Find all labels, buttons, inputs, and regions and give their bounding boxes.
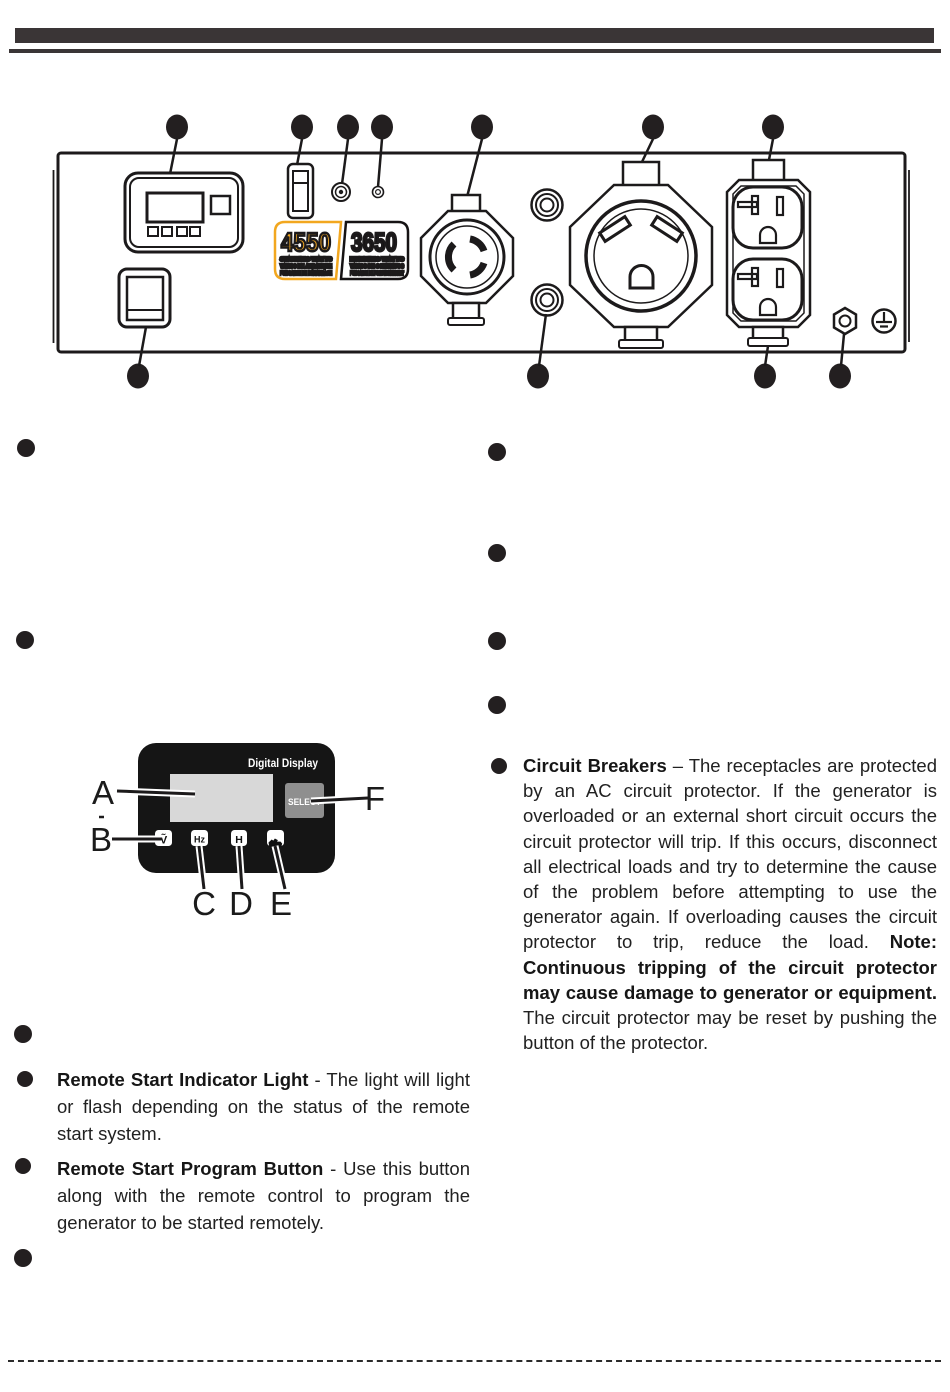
- running-watts-line: RUNNING WATTS: [350, 257, 405, 263]
- callout-bullet: [488, 544, 506, 562]
- bottom-dashed-rule: [8, 1360, 941, 1362]
- feature-remote-start-indicator: [57, 1066, 470, 1147]
- callout-bullet: [14, 1025, 32, 1043]
- callout-bullet: [127, 364, 149, 389]
- feature-note: Note: Continuous tripping of the circuit protector may cause damage to generator or equipment.: [523, 931, 937, 1003]
- callout-letter-a: A: [91, 774, 115, 811]
- feature-bullet: [491, 758, 507, 774]
- starting-watts-line: VATIOS DE ARRANQUE: [280, 264, 333, 270]
- feature-heading: Remote Start Indicator Light: [57, 1069, 309, 1090]
- callout-bullet: [14, 1249, 32, 1267]
- feature-heading: Remote Start Program Button: [57, 1158, 324, 1179]
- callout-bullet: [17, 439, 35, 457]
- ground-terminal-nut: [834, 308, 856, 334]
- control-panel-diagram: [0, 100, 950, 400]
- top-rule-thick: [15, 28, 934, 43]
- callout-bullets-bottom: [127, 364, 851, 389]
- callout-bullet: [488, 632, 506, 650]
- feature-body: – The receptacles are protected by an AC circuit protector. If the generator is overloaded or an external short circuit occurs the circuit protector will trip. If this occurs, disconnect all electrical loads and try to determine the cause of the problem before attempting to use the generator again. If overloading causes the circuit protector to trip, reduce the load.: [523, 755, 937, 953]
- callout-bullets-top: [166, 115, 784, 140]
- top-rule-thin: [9, 49, 941, 53]
- lcd-screen: [170, 774, 273, 822]
- callout-letter-f: F: [364, 780, 386, 817]
- callout-letter-b: B: [89, 821, 113, 858]
- callout-bullet: [371, 115, 393, 140]
- callout-bullet: [754, 364, 776, 389]
- digital-display-diagram: [80, 735, 420, 930]
- callout-letter-d: D: [229, 885, 253, 922]
- display-title: Digital Display: [248, 758, 319, 770]
- callout-bullet: [337, 115, 359, 140]
- callout-bullet: [762, 115, 784, 140]
- callout-letter-c: C: [192, 885, 216, 922]
- volt-indicator-icon: Ṽ: [159, 834, 168, 847]
- feature-remote-start-program: [57, 1155, 470, 1236]
- frequency-indicator-icon: Hz: [194, 834, 205, 845]
- callout-bullet: [471, 115, 493, 140]
- duplex-receptacle: [727, 160, 810, 346]
- callout-bullet: [16, 631, 34, 649]
- running-watts-value: 3650: [351, 227, 397, 257]
- callout-bullet: [642, 115, 664, 140]
- callout-letter-e: E: [269, 885, 293, 922]
- hour-indicator-icon: H: [235, 834, 243, 846]
- running-watts-line: VATIOS DE CONTINUOS: [350, 264, 405, 270]
- select-button-label: SELECT: [288, 797, 322, 807]
- callout-bullet: [291, 115, 313, 140]
- callout-bullet: [829, 364, 851, 389]
- starting-watts-value: 4550: [281, 227, 331, 257]
- feature-bullet: [17, 1071, 33, 1087]
- feature-heading: Circuit Breakers: [523, 755, 667, 776]
- feature-body: - The light will light or flash depending on the status of the remote start system.: [57, 1069, 470, 1144]
- callout-bullet: [166, 115, 188, 140]
- duplex-outlet-lower: [733, 259, 802, 320]
- duplex-outlet-upper: [733, 187, 802, 248]
- feature-body: - Use this button along with the remote control to program the generator to be started remotely.: [57, 1158, 471, 1233]
- callout-bullet: [488, 443, 506, 461]
- callout-bullet: [527, 364, 549, 389]
- feature-body: The circuit protector may be reset by pushing the button of the protector.: [523, 1007, 937, 1054]
- feature-bullet: [15, 1158, 31, 1174]
- running-watts-line: PUISSANCE DE FONCTIONNEMENT: [350, 271, 405, 277]
- feature-circuit-breakers: [523, 753, 937, 1055]
- callout-bullet: [488, 696, 506, 714]
- starting-watts-line: STARTING WATTS: [280, 257, 333, 263]
- starting-watts-line: PUISSANCE DE DÉMARRAGE: [280, 271, 361, 277]
